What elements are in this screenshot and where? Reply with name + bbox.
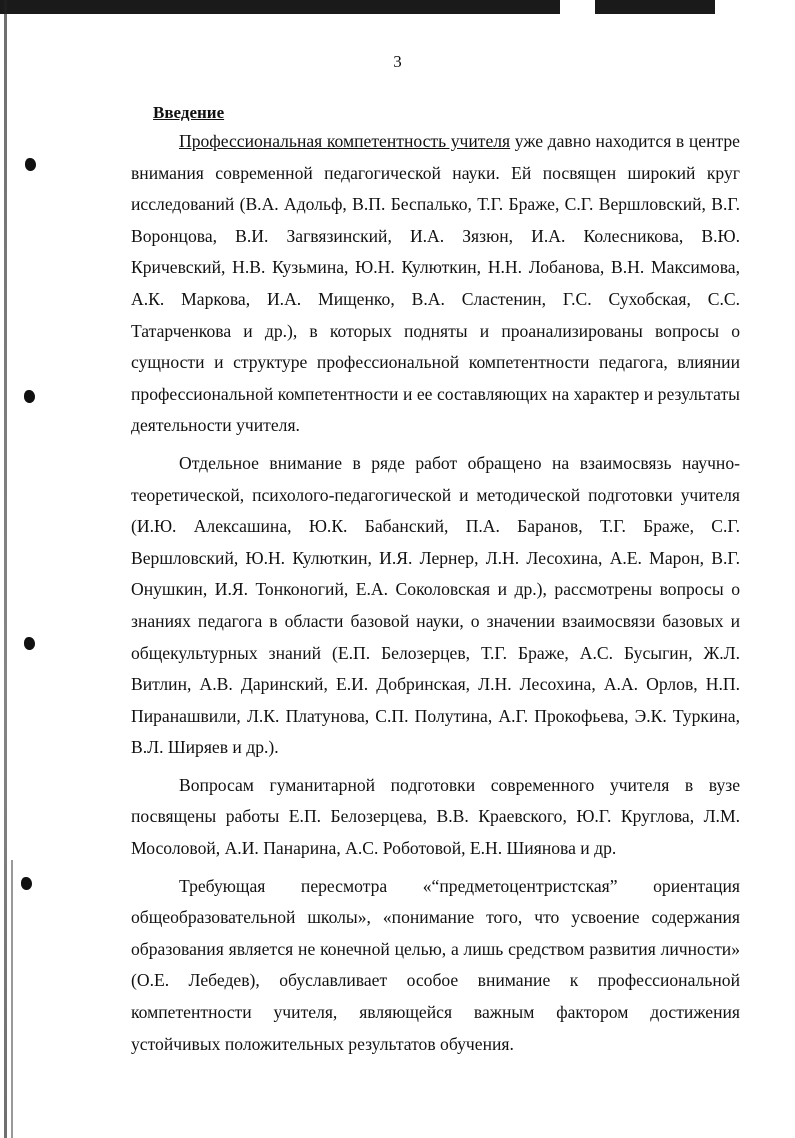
margin-punch-mark-3 (24, 637, 35, 650)
scan-top-border (0, 0, 795, 14)
section-heading: Введение (153, 103, 225, 122)
scan-left-edge-lower (11, 860, 13, 1138)
paragraph-1-rest: уже давно находится в центре внимания современной педагогической науки. Ей посвящен широкий круг исследований (В.А. Адольф, В.П. Беспалько, Т.Г. Браже, С.Г. Вершловский, В.Г. Воронцова, В.И. Загвязинский, И.А. Зязюн, И.А. Колесникова, В.Ю. Кричевский, Н.В. Кузьмина, Ю.Н. Кулюткин, Н.Н. Лобанова, В.Н. Максимова, А.К. Маркова, И.А. Мищенко, В.А. Сластенин, Г.С. Сухобская, С.С. Татарченкова и др.), в которых подняты и проанализированы вопросы о сущности и структуре профессиональной компетентности педагога, влиянии профессиональной компетентности и ее составляющих на характер и результаты деятельности учителя. (131, 131, 740, 436)
paragraph-2: Отдельное внимание в ряде работ обращено на взаимосвязь научно-теоретической, психолого-педагогической и методической подготовки учителя (И.Ю. Алексашина, Ю.К. Бабанский, П.А. Баранов, Т.Г. Браже, С.Г. Вершловский, Ю.Н. Кулюткин, И.Я. Лернер, Л.Н. Лесохина, А.Е. Марон, В.Г. Онушкин, И.Я. Тонконогий, Е.А. Соколовская и др.), рассмотрены вопросы о знаниях педагога в области базовой науки, о значении взаимосвязи базовых и общекультурных знаний (Е.П. Белозерцев, Т.Г. Браже, А.С. Бусыгин, Ж.Л. Витлин, А.В. Даринский, Е.И. Добринская, Л.Н. Лесохина, А.А. Орлов, Н.П. Пиранашвили, Л.К. Платунова, С.П. Полутина, А.Г. Прокофьева, Э.К. Туркина, В.Л. Ширяев и др.). (131, 452, 740, 758)
paragraph-4: Требующая пересмотра «“предметоцентристская” ориентация общеобразовательной школы», «понимание того, что усвоение содержания образования является не конечной целью, а лишь средством развития личности» (О.Е. Лебедев), обуславливает особое внимание к профессиональной компетентности учителя, являющейся важным фактором достижения устойчивых положительных результатов обучения. (131, 875, 740, 1054)
margin-punch-mark-4 (21, 877, 32, 890)
page-number: 3 (393, 52, 402, 71)
paragraph-3: Вопросам гуманитарной подготовки современного учителя в вузе посвящены работы Е.П. Белозерцева, В.В. Краевского, Ю.Г. Круглова, Л.М. Мосоловой, А.И. Панарина, А.С. Роботовой, Е.Н. Шиянова и др. (131, 774, 740, 859)
margin-punch-mark-2 (24, 390, 35, 403)
paragraph-1 (131, 126, 740, 442)
margin-punch-mark-1 (25, 158, 36, 171)
underlined-term: Профессиональная компетентность учителя (179, 131, 511, 151)
body-text (131, 126, 740, 1066)
scan-left-edge (4, 0, 7, 1138)
